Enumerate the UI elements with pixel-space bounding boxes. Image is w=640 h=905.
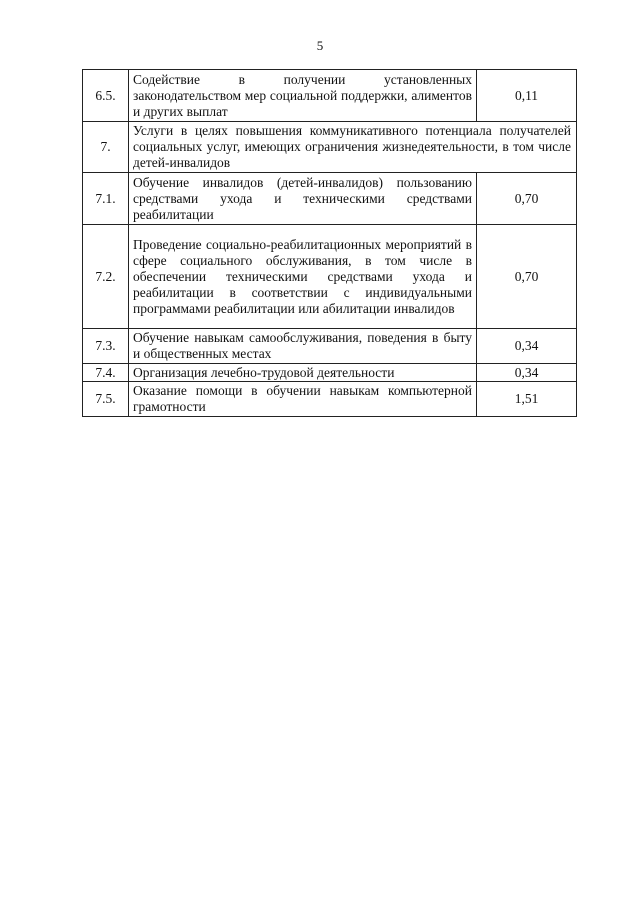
row-number: 7.3. bbox=[83, 329, 129, 364]
service-value: 0,34 bbox=[477, 329, 577, 364]
table-row bbox=[83, 70, 577, 122]
service-description: Проведение социально-реабилитационных мероприятий в сфере социального обслуживания, в том числе в обеспечении техническими средствами ухода и реабилитации в соответствии с индивидуальными программами реабилитации или абилитации инвалидов bbox=[129, 225, 477, 329]
service-value: 0,11 bbox=[477, 70, 577, 122]
table-row bbox=[83, 382, 577, 417]
row-number: 7.1. bbox=[83, 173, 129, 225]
service-value: 1,51 bbox=[477, 382, 577, 417]
service-description: Оказание помощи в обучении навыкам компьютерной грамотности bbox=[129, 382, 477, 417]
table-row bbox=[83, 122, 577, 173]
table-row bbox=[83, 173, 577, 225]
table-row bbox=[83, 364, 577, 382]
table-row bbox=[83, 329, 577, 364]
row-number: 7. bbox=[83, 122, 129, 173]
row-number: 6.5. bbox=[83, 70, 129, 122]
page-number: 5 bbox=[316, 38, 324, 53]
service-value: 0,34 bbox=[477, 364, 577, 382]
service-value: 0,70 bbox=[477, 173, 577, 225]
service-value: 0,70 bbox=[477, 225, 577, 329]
row-number: 7.2. bbox=[83, 225, 129, 329]
services-table bbox=[82, 69, 577, 417]
row-number: 7.5. bbox=[83, 382, 129, 417]
service-description: Обучение инвалидов (детей-инвалидов) пользованию средствами ухода и техническими средствами реабилитации bbox=[129, 173, 477, 225]
section-description: Услуги в целях повышения коммуникативного потенциала получателей социальных услуг, имеющих ограничения жизнедеятельности, в том числе детей-инвалидов bbox=[129, 122, 577, 173]
row-number: 7.4. bbox=[83, 364, 129, 382]
service-description: Содействие в получении установленных законодательством мер социальной поддержки, алиментов и других выплат bbox=[129, 70, 477, 122]
service-description: Организация лечебно-трудовой деятельности bbox=[129, 364, 477, 382]
service-description: Обучение навыкам самообслуживания, поведения в быту и общественных местах bbox=[129, 329, 477, 364]
table-row bbox=[83, 225, 577, 329]
